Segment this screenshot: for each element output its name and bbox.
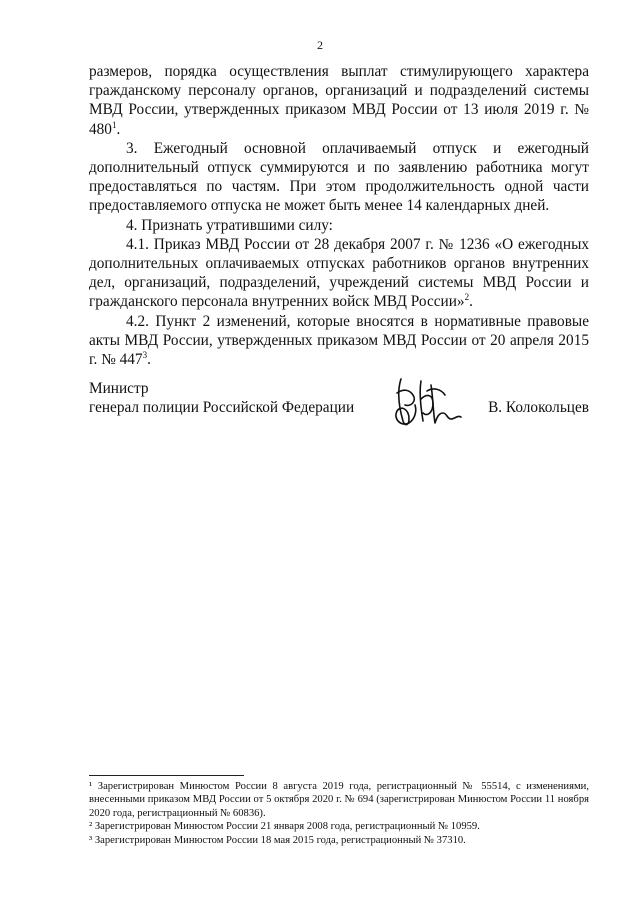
signer-title: Министр [89, 380, 149, 397]
footnote-ref-2: 2 [464, 292, 470, 303]
document-body [89, 62, 589, 369]
footnote-divider [89, 775, 244, 776]
paragraph-continuation: размеров, порядка осуществления выплат стимулирующего характера гражданскому персоналу органов, организаций и подразделений системы МВД России, утвержденных приказом МВД России от 13 июля 2019 г. № $480^1$. [89, 63, 589, 138]
page-number: 2 [317, 38, 323, 52]
signer-name: В. Колокольцев [488, 399, 589, 416]
paragraph-item-4-1: 4.1. Приказ МВД России от 28 декабря 2007 г. № 1236 «О ежегодных дополнительных оплачиваемых отпусках работников органов внутренних дел, организаций, подразделений, учреждений системы МВД России и гражданского персонала внутренних войск МВД России»$^2$. [89, 235, 589, 311]
signature-block [89, 379, 589, 439]
paragraph-item-3: 3. Ежегодный основной оплачиваемый отпуск и ежегодный дополнительный отпуск суммируются и по заявлению работника могут предоставляться по частям. При этом продолжительность одной части предоставляемого отпуска не может быть менее 14 календарных дней. [89, 139, 589, 215]
paragraph-item-4-2: 4.2. Пункт 2 изменений, которые вносятся в нормативные правовые акты МВД России, утвержденных приказом МВД России от 20 апреля 2015 г. № $447^3$. [89, 312, 589, 369]
footnote-2: ² Зарегистрирован Минюстом России 21 января 2008 года, регистрационный № 10959. [89, 821, 480, 833]
footnote-ref-1: 1 [111, 119, 117, 130]
footnotes [89, 780, 589, 847]
footnote-1: ¹ Зарегистрирован Минюстом России 8 августа 2019 года, регистрационный № 55514, с изменениями, внесенными приказом МВД России от 5 октября 2020 г. № 694 (зарегистрирован Минюстом России 11 ноября 2020 года, регистрационный № 60836). [89, 781, 589, 819]
paragraph-item-4: 4. Признать утратившими силу: [126, 216, 333, 234]
footnote-ref-3: 3 [142, 349, 148, 360]
handwritten-signature-icon [387, 371, 467, 431]
footnote-3: ³ Зарегистрирован Минюстом России 18 мая 2015 года, регистрационный № 37310. [89, 834, 466, 846]
signer-rank: генерал полиции Российской Федерации [89, 399, 355, 416]
